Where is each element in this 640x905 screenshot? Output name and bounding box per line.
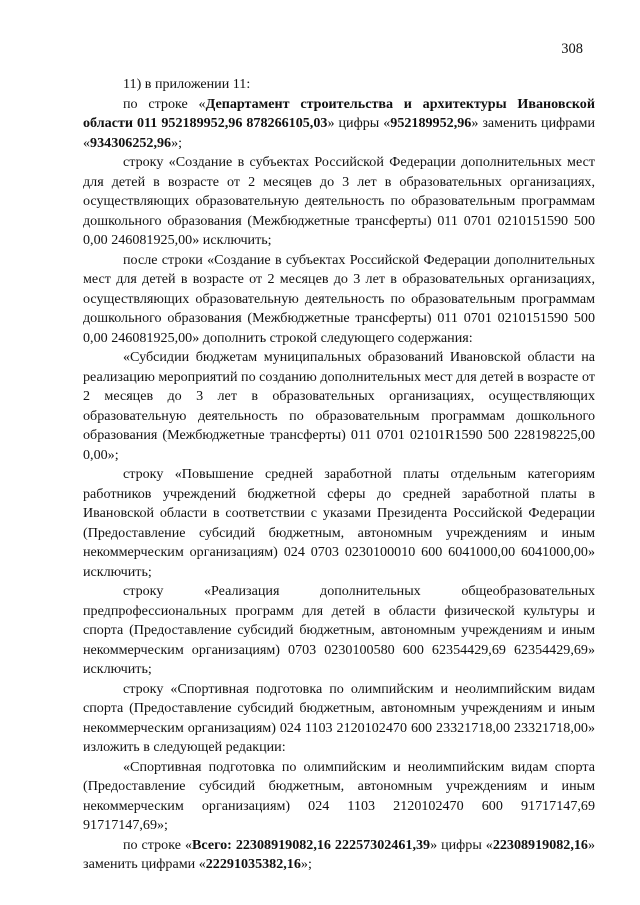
text-run: 11) в приложении 11:	[123, 76, 251, 92]
text-run: » цифры «	[430, 836, 493, 853]
document-body	[83, 75, 595, 875]
paragraph	[83, 348, 595, 465]
page-number: 308	[561, 41, 583, 57]
text-run: строку «Повышение средней заработной платы отдельным категориям работников учреждений бюджетной сферы до средней заработной платы в Ивановской области в соответствии с указами Президента Российской Федерации (Предоставление субсидий бюджетным, автономным учреждениям и иным некоммерческим организациям) 024 0703 0230100010 600 6041000,00 6041000,00» исключить;	[83, 466, 595, 580]
text-run: строку «Реализация дополнительных общеобразовательных предпрофессиональных программ для детей в области физической культуры и спорта (Предоставление субсидий бюджетным, автономным учреждениям и иным некоммерческим организациям) 0703 0230100580 600 62354429,69 62354429,69» исключить;	[83, 583, 595, 677]
paragraph	[83, 75, 595, 95]
bold-text: 22308919082,16	[492, 836, 588, 853]
paragraph	[83, 758, 595, 836]
text-run: » заменить цифрами «	[83, 836, 595, 872]
text-run: «Субсидии бюджетам муниципальных образований Ивановской области на реализацию мероприятий по созданию дополнительных мест для детей в возрасте от 2 месяцев до 3 лет в образовательных организациях, осуществляющих образовательную деятельность по образовательным программам дошкольного образования (Межбюджетные трансферты) 011 0701 02101R1590 500 228198225,00 0,00»;	[83, 349, 595, 463]
text-run: » заменить цифрами «	[83, 115, 596, 151]
paragraph	[83, 95, 595, 154]
paragraph	[83, 582, 595, 680]
text-run: »;	[300, 856, 312, 872]
bold-text: 952189952,96	[390, 115, 472, 131]
paragraph	[83, 680, 595, 758]
text-run: после строки «Создание в субъектах Российской Федерации дополнительных мест для детей в возрасте от 2 месяцев до 3 лет в образовательных организациях, осуществляющих образовательную деятельность по образовательным программам дошкольного образования (Межбюджетные трансферты) 011 0701 0210151590 500 0,00 246081925,00» дополнить строкой следующего содержания:	[83, 251, 595, 346]
text-run: строку «Создание в субъектах Российской Федерации дополнительных мест для детей в возрасте от 2 месяцев до 3 лет в образовательных организациях, осуществляющих образовательную деятельность по образовательным программам дошкольного образования (Межбюджетные трансферты) 011 0701 0210151590 500 0,00 246081925,00» исключить;	[83, 154, 595, 248]
text-run: »;	[171, 134, 183, 151]
bold-text: 934306252,96	[90, 134, 172, 151]
paragraph	[83, 836, 595, 875]
text-run: » цифры «	[327, 115, 391, 131]
bold-text: Департамент строительства и архитектуры Ивановской области 011 952189952,96 878266105,03	[83, 95, 595, 131]
paragraph	[83, 465, 595, 582]
text-run: по строке «	[123, 836, 192, 853]
paragraph	[83, 153, 595, 251]
bold-text: 22291035382,16	[205, 856, 301, 872]
bold-text: Всего: 22308919082,16 22257302461,39	[192, 836, 431, 853]
text-run: «Спортивная подготовка по олимпийским и неолимпийским видам спорта (Предоставление субсидий бюджетным, автономным учреждениям и иным некоммерческим организациям) 024 1103 2120102470 600 91717147,69 91717147,69»;	[83, 758, 595, 833]
paragraph	[83, 251, 595, 349]
text-run: по строке «	[123, 95, 206, 112]
text-run: строку «Спортивная подготовка по олимпийским и неолимпийским видам спорта (Предоставление субсидий бюджетным, автономным учреждениям и иным некоммерческим организациям) 024 1103 2120102470 600 23321718,00 23321718,00» изложить в следующей редакции:	[83, 680, 595, 755]
